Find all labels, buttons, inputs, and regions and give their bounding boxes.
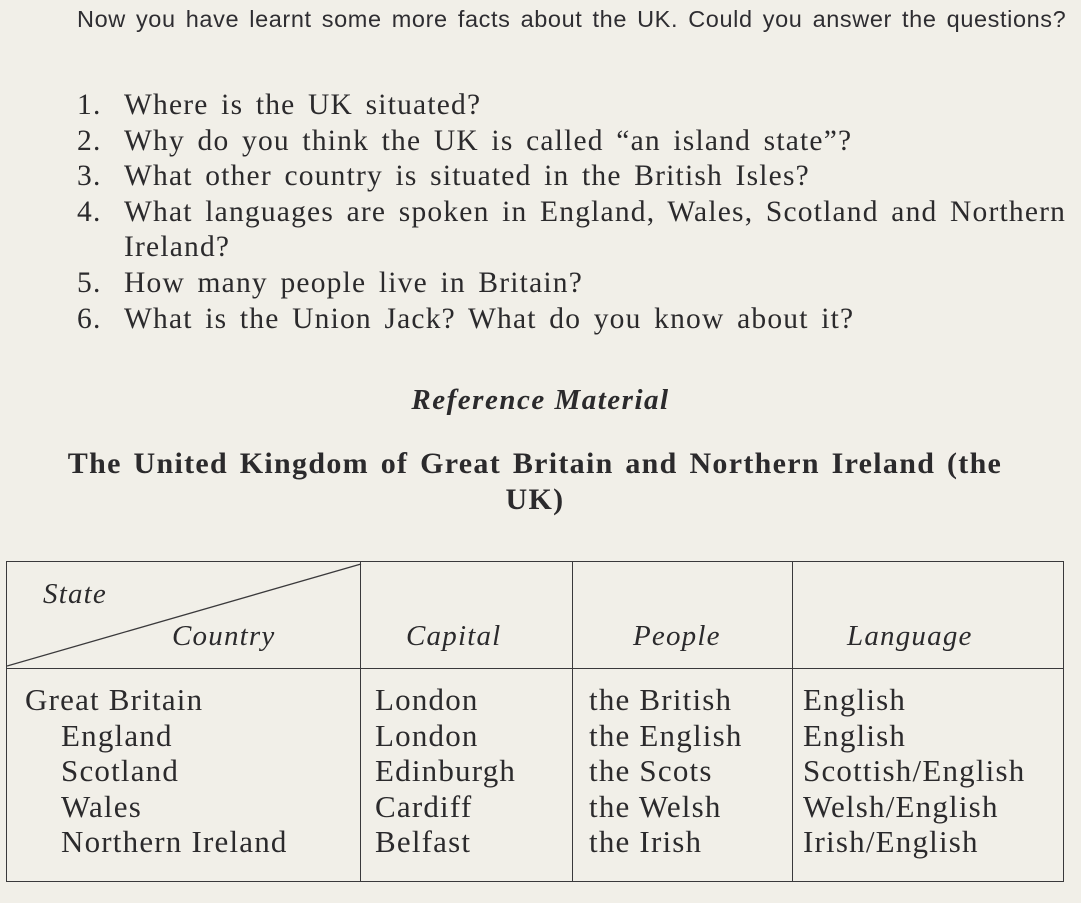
people-column xyxy=(589,682,743,860)
header-language: Language xyxy=(847,620,973,652)
language-cell: Irish/English xyxy=(803,824,979,859)
question-item xyxy=(77,124,1077,160)
people-cell: the Welsh xyxy=(589,788,722,824)
question-item xyxy=(77,266,1077,302)
question-number: 2. xyxy=(77,124,102,157)
question-text: What is the Union Jack? What do you know about it? xyxy=(124,302,855,335)
question-item xyxy=(77,88,1077,124)
question-list xyxy=(77,88,1077,337)
country-column xyxy=(25,682,288,860)
header-country: Country xyxy=(172,620,276,652)
capital-cell: Cardiff xyxy=(375,788,473,824)
people-cell: the Scots xyxy=(589,753,713,788)
people-cell: the Irish xyxy=(589,824,703,859)
question-text: How many people live in Britain? xyxy=(124,266,584,299)
question-number: 3. xyxy=(77,160,102,193)
question-item xyxy=(77,159,1077,195)
intro-paragraph: Now you have learnt some more facts about the UK. Could you answer the questions? xyxy=(77,6,1067,32)
uk-table xyxy=(6,561,1064,882)
language-cell: English xyxy=(803,682,907,717)
question-text: What other country is situated in the British Isles? xyxy=(124,160,810,193)
question-text: Why do you think the UK is called “an island state”? xyxy=(124,124,853,157)
country-cell: Great Britain xyxy=(25,682,204,717)
column-divider xyxy=(572,562,573,881)
question-number: 1. xyxy=(77,89,102,121)
capital-cell: London xyxy=(375,682,479,717)
language-cell: Welsh/English xyxy=(803,788,999,824)
people-cell: the British xyxy=(589,682,733,717)
country-cell: Northern Ireland xyxy=(61,824,288,859)
reference-heading: Reference Material xyxy=(411,384,670,416)
question-number: 5. xyxy=(77,266,102,299)
people-cell: the English xyxy=(589,717,743,753)
capital-cell: London xyxy=(375,717,479,753)
country-cell: Scotland xyxy=(61,753,180,788)
question-text: What languages are spoken in England, Wales, Scotland and Northern Ireland? xyxy=(124,195,1067,264)
header-state: State xyxy=(43,578,107,610)
capital-cell: Edinburgh xyxy=(375,753,517,788)
language-cell: Scottish/English xyxy=(803,753,1026,788)
table-title: The United Kingdom of Great Britain and Northern Ireland (the UK) xyxy=(67,447,1003,516)
header-capital: Capital xyxy=(406,620,502,652)
column-divider xyxy=(360,562,361,881)
question-item xyxy=(77,302,1077,338)
capital-column xyxy=(375,682,516,860)
language-cell: English xyxy=(803,717,907,753)
country-cell: Wales xyxy=(61,788,142,824)
country-cell: England xyxy=(61,717,173,753)
header-people: People xyxy=(633,620,721,652)
question-text: Where is the UK situated? xyxy=(124,89,482,121)
question-number: 4. xyxy=(77,195,102,228)
header-divider xyxy=(7,668,1063,669)
column-divider xyxy=(792,562,793,881)
question-item xyxy=(77,195,1077,266)
language-column xyxy=(803,682,1025,860)
question-number: 6. xyxy=(77,302,102,335)
capital-cell: Belfast xyxy=(375,824,472,859)
